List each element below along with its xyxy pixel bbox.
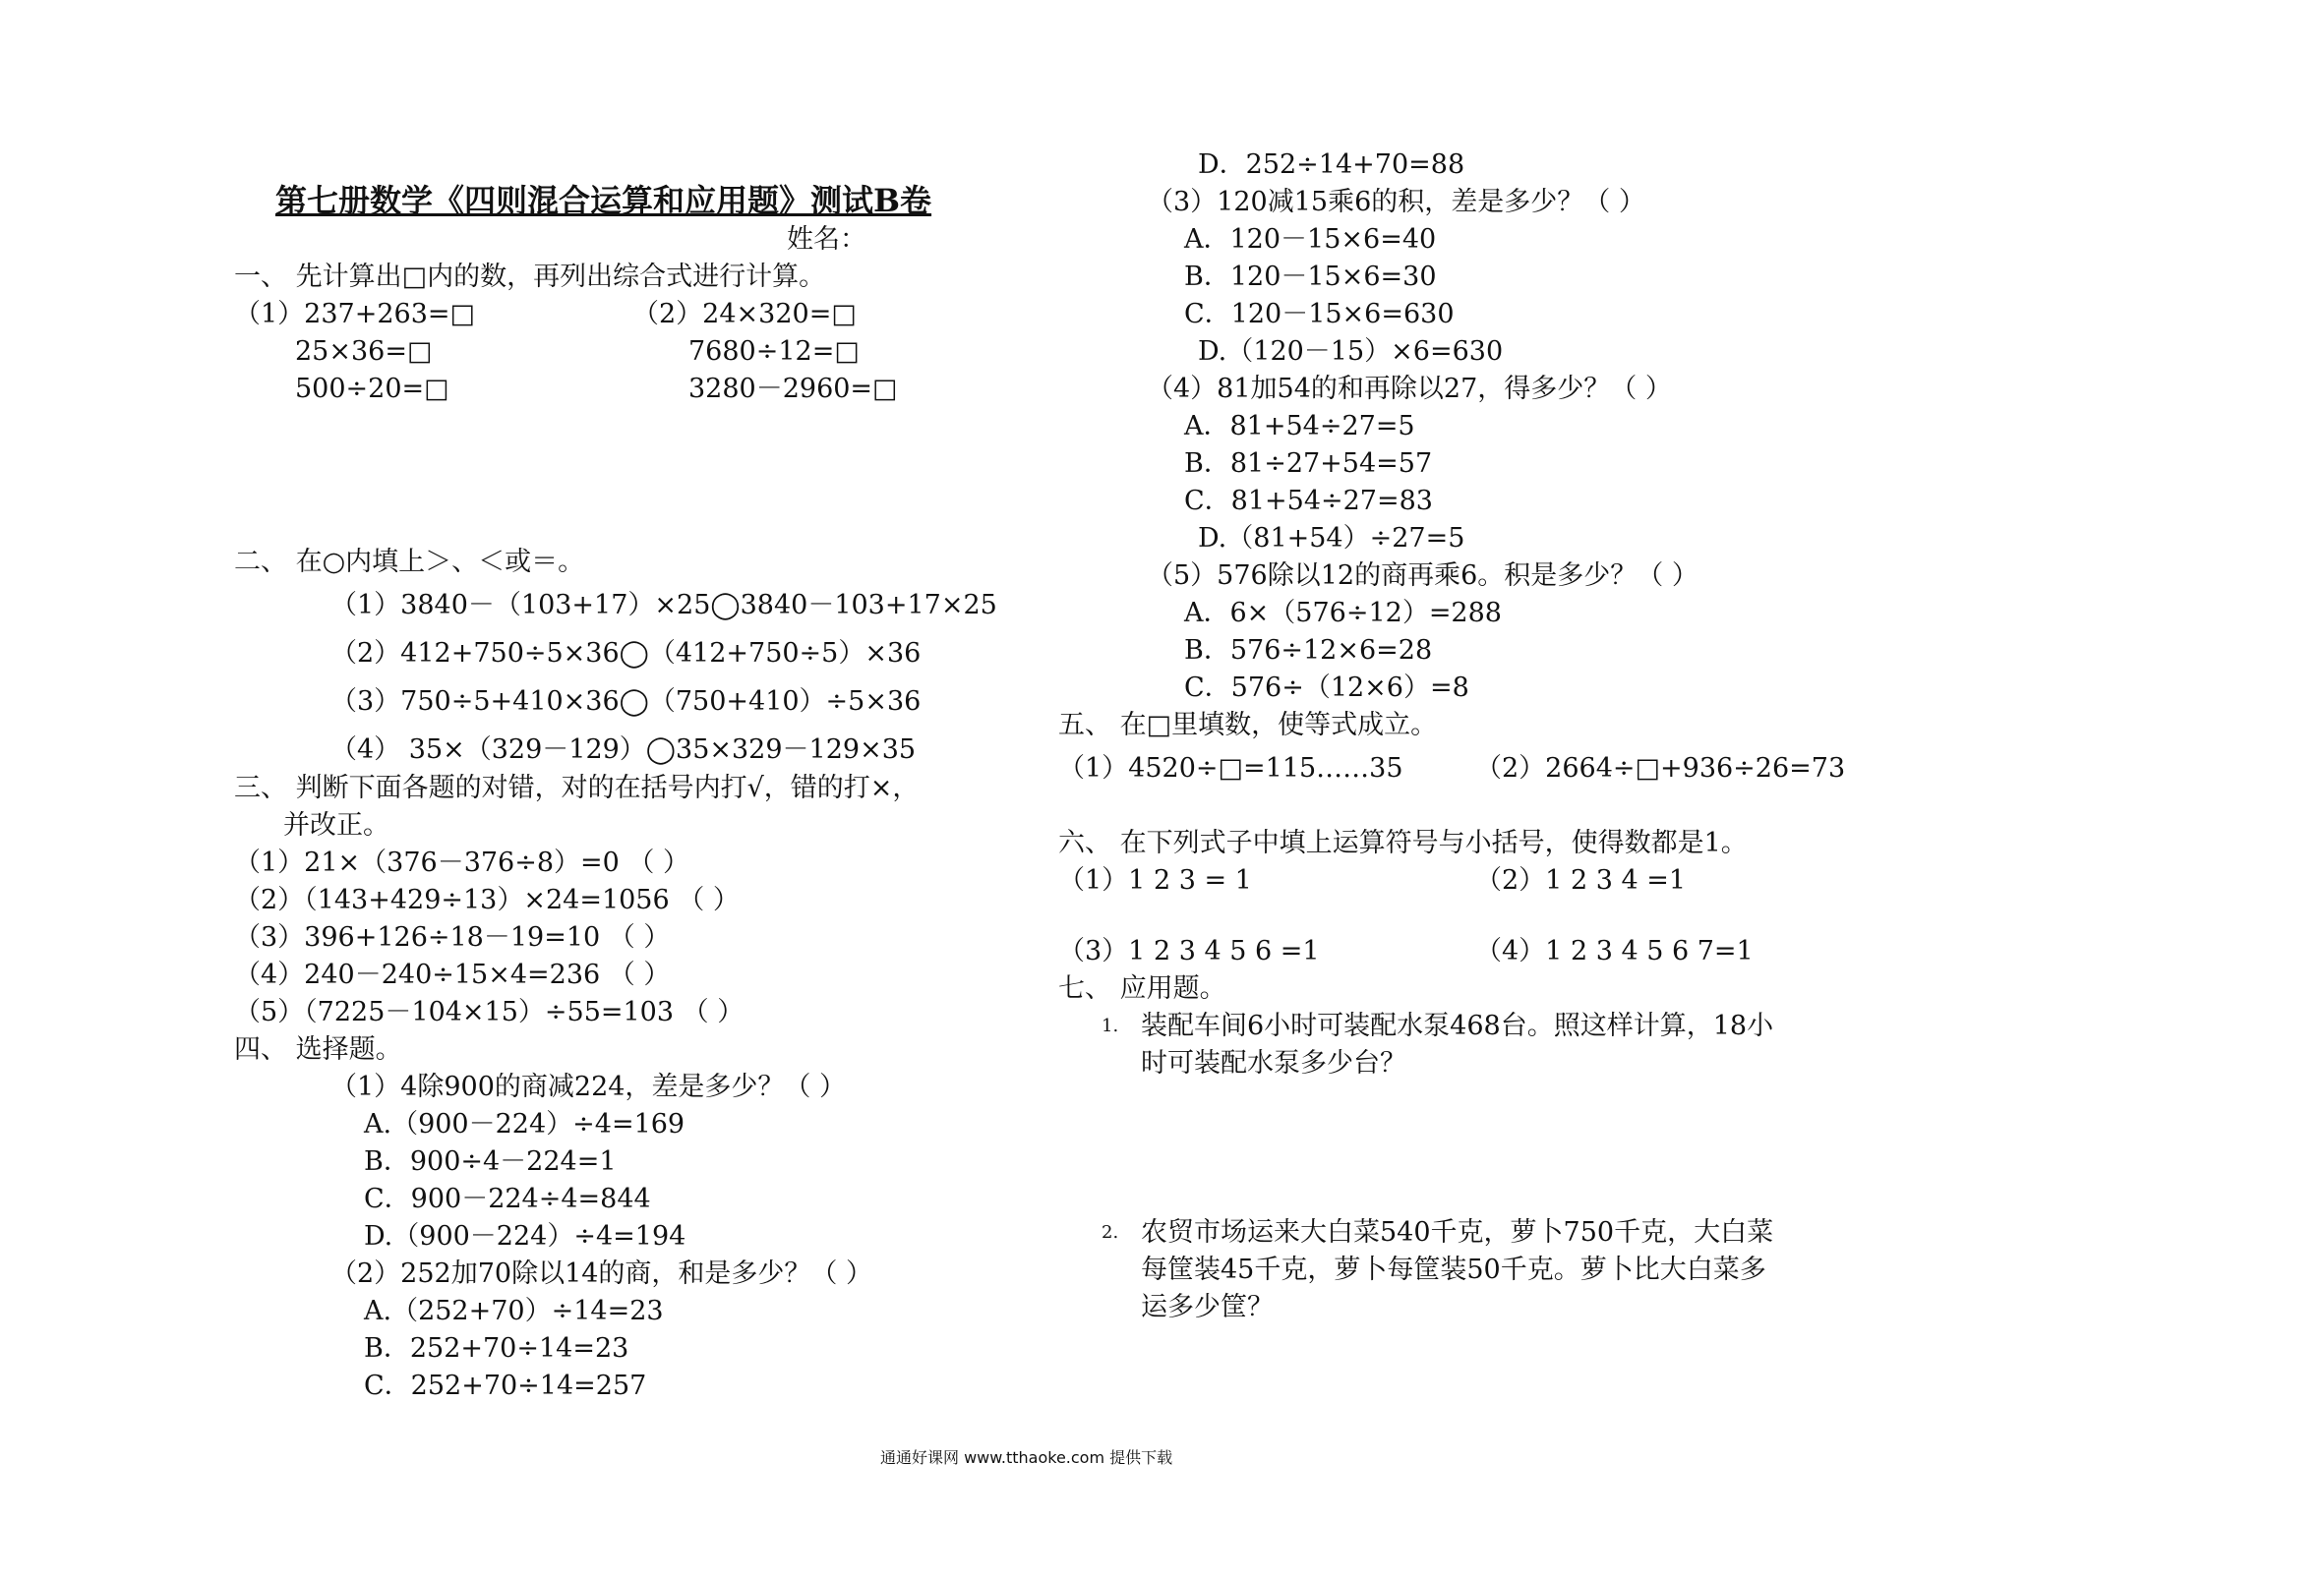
s4-q5: （5）576除以12的商再乘6。积是多少？（ ） <box>1147 560 1698 591</box>
s4-q3-opt-c: C．120－15×6=630 <box>1184 299 1455 329</box>
s5-item-2: （2）2664÷□+936÷26=73 <box>1475 753 1846 784</box>
section-5-heading: 五、 在□里填数，使等式成立。 <box>1058 710 1438 740</box>
s6-item-4: （4）1 2 3 4 5 6 7=1 <box>1475 936 1754 966</box>
s4-q1: （1）4除900的商减224，差是多少？（ ） <box>330 1072 847 1102</box>
s1-left-2: 25×36=□ <box>295 336 433 367</box>
section-7-heading: 七、 应用题。 <box>1058 973 1226 1004</box>
s1-right-2: 7680÷12=□ <box>688 336 860 367</box>
s3-item-5: （5）（7225－104×15）÷55=103 （ ） <box>234 997 745 1027</box>
s1-left-3: 500÷20=□ <box>295 374 449 404</box>
section-3-heading-cont: 并改正。 <box>283 810 389 841</box>
s7-problem-1-number: 1. <box>1102 1016 1119 1036</box>
s3-item-2: （2）（143+429÷13）×24=1056 （ ） <box>234 885 740 915</box>
s5-item-1: （1）4520÷□=115……35 <box>1058 753 1403 784</box>
s4-q4-opt-d: D.（81+54）÷27=5 <box>1198 523 1465 554</box>
s3-item-1: （1）21×（376－376÷8）=0 （ ） <box>234 848 689 878</box>
s2-item-4: （4） 35×（329－129）◯35×329－129×35 <box>330 734 917 765</box>
s4-q5-opt-c: C．576÷（12×6）=8 <box>1184 673 1469 703</box>
s6-item-1: （1）1 2 3 = 1 <box>1058 865 1252 896</box>
s7-problem-2-line-1: 农贸市场运来大白菜540千克，萝卜750千克，大白菜 <box>1141 1217 1774 1248</box>
s4-q2-opt-b: B．252+70÷14=23 <box>364 1333 629 1364</box>
s2-item-1: （1）3840－（103+17）×25◯3840－103+17×25 <box>330 590 997 620</box>
s4-q4-opt-a: A．81+54÷27=5 <box>1184 411 1415 441</box>
section-3-heading: 三、 判断下面各题的对错，对的在括号内打√，错的打×， <box>234 773 920 803</box>
s6-item-2: （2）1 2 3 4 =1 <box>1475 865 1687 896</box>
s4-q2-opt-c: C．252+70÷14=257 <box>364 1371 647 1401</box>
s4-q3-opt-b: B．120－15×6=30 <box>1184 262 1437 292</box>
s3-item-4: （4）240－240÷15×4=236 （ ） <box>234 960 671 990</box>
s7-problem-1-line-2: 时可装配水泵多少台？ <box>1141 1048 1406 1079</box>
s4-q5-opt-b: B．576÷12×6=28 <box>1184 635 1433 666</box>
s7-problem-1-line-1: 装配车间6小时可装配水泵468台。照这样计算，18小 <box>1141 1011 1774 1041</box>
s4-q3-opt-d: D.（120－15）×6=630 <box>1198 336 1504 367</box>
s4-q2-opt-a: A.（252+70）÷14=23 <box>364 1296 664 1326</box>
s7-problem-2-line-3: 运多少筐？ <box>1141 1292 1274 1322</box>
s4-q3-opt-a: A．120－15×6=40 <box>1184 224 1437 255</box>
s7-problem-2-number: 2. <box>1102 1222 1119 1243</box>
s6-item-3: （3）1 2 3 4 5 6 =1 <box>1058 936 1320 966</box>
s4-q1-opt-c: C．900－224÷4=844 <box>364 1184 651 1214</box>
s4-q4-opt-b: B．81÷27+54=57 <box>1184 448 1433 479</box>
s4-q2-opt-d: D．252÷14+70=88 <box>1198 149 1465 180</box>
s4-q1-opt-b: B．900÷4－224=1 <box>364 1146 617 1177</box>
s1-right-1: （2）24×320=□ <box>632 299 857 329</box>
s1-right-3: 3280－2960=□ <box>688 374 898 404</box>
s4-q5-opt-a: A．6×（576÷12）=288 <box>1184 598 1502 628</box>
s2-item-2: （2）412+750÷5×36◯（412+750÷5）×36 <box>330 638 922 669</box>
s4-q4-opt-c: C．81+54÷27=83 <box>1184 486 1433 516</box>
section-6-heading: 六、 在下列式子中填上运算符号与小括号，使得数都是1。 <box>1058 828 1748 858</box>
section-4-heading: 四、 选择题。 <box>234 1034 402 1065</box>
page-title: 第七册数学《四则混合运算和应用题》测试B卷 <box>275 182 932 219</box>
footer-credit: 通通好课网 www.tthaoke.com 提供下载 <box>880 1448 1173 1467</box>
s4-q1-opt-a: A.（900－224）÷4=169 <box>364 1109 685 1140</box>
section-1-heading: 一、 先计算出□内的数，再列出综合式进行计算。 <box>234 262 826 292</box>
s4-q1-opt-d: D.（900－224）÷4=194 <box>364 1221 686 1252</box>
s3-item-3: （3）396+126÷18－19=10 （ ） <box>234 922 671 953</box>
name-label: 姓名： <box>787 224 866 255</box>
s1-left-1: （1）237+263=□ <box>234 299 476 329</box>
s4-q3: （3）120减15乘6的积，差是多少？（ ） <box>1147 187 1645 217</box>
section-2-heading: 二、 在○内填上＞、＜或＝。 <box>234 547 585 577</box>
s2-item-3: （3）750÷5+410×36◯（750+410）÷5×36 <box>330 686 922 717</box>
s4-q2: （2）252加70除以14的商，和是多少？（ ） <box>330 1258 873 1289</box>
s4-q4: （4）81加54的和再除以27，得多少？（ ） <box>1147 374 1672 404</box>
s7-problem-2-line-2: 每筐装45千克，萝卜每筐装50千克。萝卜比大白菜多 <box>1141 1255 1766 1285</box>
